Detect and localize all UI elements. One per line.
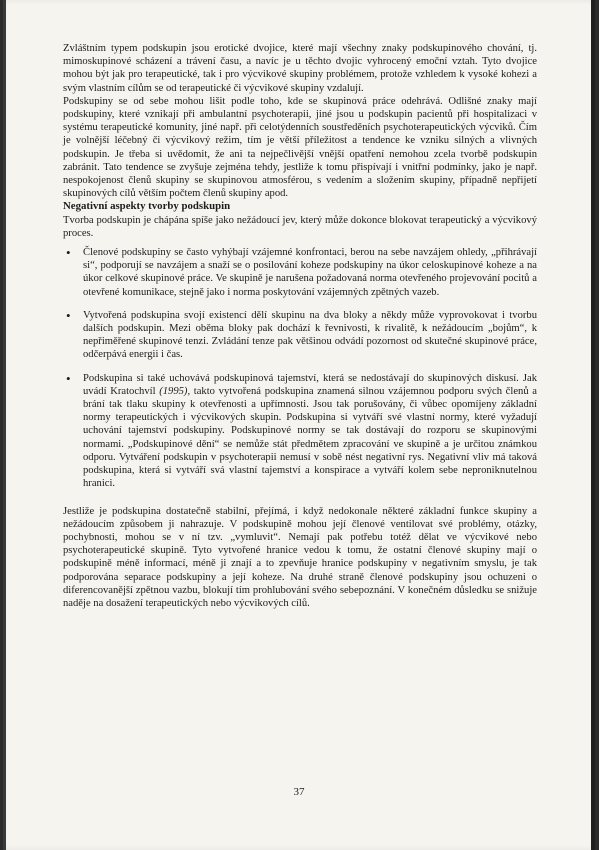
list-item <box>63 372 537 491</box>
paragraph-erotic-pairs: Zvláštním typem podskupin jsou erotické dvojice, které mají všechny znaky podskupinového chování, tj. mimoskupinové scházení a trávení času, a navíc je u těchto dvojic vyhrocený emoční vztah. Tyto dvojice mohou být jak pro terapeutické, tak i pro výcvikové skupiny problémem, protože vzhledem k vysoké kohezi a svým vlastním cílům se od terapeutické či výcvikové skupiny vzdalují. <box>63 43 537 94</box>
bullet-dot: • <box>66 307 71 323</box>
document-page <box>3 0 595 850</box>
bullet-list <box>63 246 537 490</box>
scan-edge-left <box>3 0 6 850</box>
paragraph-subgroup-differences: Podskupiny se od sebe mohou lišit podle toho, kde se skupinová práce odehrává. Odlišné znaky mají podskupiny, které vznikají při ambulantní psychoterapii, jiné jsou u podskupin pacientů při hospitalizaci v systému terapeutické komunity, jiné např. při celotýdenních soustředěních psychoterapeutických výcviků. Čím je volnější léčebný či výcvikový režim, tím je větší příležitost a tendence ke vzniku silných a vlivných podskupin. Je třeba si uvědomit, že ani ta nejpečlivější vnější opatření nemohou zcela tvorbě podskupin zabránit. Tato tendence se zvyšuje zejména tehdy, jestliže k tomu přispívají i vnitřní podmínky, jako je např. nespokojenost členů skupiny se skupinovou atmosférou, s vedením a složením skupiny, případně nepřijetí skupinových cílů větším počtem členů skupiny apod. <box>63 95 537 200</box>
bullet-dot: • <box>66 245 71 261</box>
bullet-text-before-citation: Podskupina si také uchovává podskupinová tajemství, která se nedostávají do skupinových diskusí. Jak uvádí Kratochvíl <box>83 372 537 397</box>
bullet-text-after-citation: takto vytvořená podskupina znamená silnou vzájemnou podporu svých členů a brání tak tlaku skupiny k otevřenosti a upřímnosti. Jsou tak porušovány, či vůbec opomíjeny základní normy terapeutických i výcvikových skupin. Podskupina si vytváří své vlastní normy, které vyžadují uchování tajemství podskupiny. Podskupinové normy se tak dostávají do rozporu se skupinovými normami. „Podskupinové dění“ se nemůže stát předmětem zpracování ve skupině a je určitou známkou odporu. Vytváření podskupin v psychoterapii nemusí v sobě nést negativní rys. Negativní vliv má taková podskupina, která si vytváří svá vlastní tajemství a konspirace a vytváří kolem sebe neproniknutelnou hranici. <box>83 385 537 490</box>
citation: (1995), <box>159 385 191 397</box>
bullet-text: Členové podskupiny se často vyhýbají vzájemné konfrontaci, berou na sebe navzájem ohledy, „přihrávají si“, podporují se navzájem a snaží se o posilování koheze podskupiny na úkor celoskupinové koheze a na úkor celkové skupinové práce. Ve skupině je narušena požadovaná norma otevřeného projevování pocitů a otevřené komunikace, stejně jako i norma poskytování vzájemných zpětných vazeb. <box>83 247 537 298</box>
scan-edge-right <box>591 0 595 850</box>
bullet-text: Vytvořená podskupina svojí existencí dělí skupinu na dva bloky a někdy může vyprovokovat i tvorbu dalších podskupin. Mezi oběma bloky pak dochází k řevnivosti, k rivalitě, k nežádoucím „bojům“, k nepřiměřené skupinové tenzi. Zvládání tenze pak většinou odvádí pozornost od skutečné skupinové práce, odčerpává energii i čas. <box>83 309 537 361</box>
page-content <box>63 42 537 610</box>
paragraph-stable-subgroup: Jestliže je podskupina dostatečně stabilní, přejímá, i když nedokonale některé základní funkce skupiny a nežádoucím způsobem ji nahrazuje. V podskupině mohou její členové ventilovat své problémy, otázky, pochybnosti, mohou se v ní tzv. „vymluvit“. Nemají pak potřebu totéž dělat ve výcvikové nebo psychoterapeutické skupině. Tyto vytvořené hranice vedou k tomu, že ostatní členové skupiny mají o podskupině méně informací, méně ji znají a to zpevňuje hranice podskupiny v negativním smyslu, je tak podporována separace podskupiny a její koheze. Na druhé straně členové podskupiny jsou ochuzeni o diferencovanější zpětnou vazbu, blokují tím prohlubování svého sebepoznání. V konečném důsledku se snižuje naděje na dosažení terapeutických nebo výcvikových cílů. <box>63 505 537 609</box>
bullet-dot: • <box>66 370 71 386</box>
page-number: 37 <box>293 786 305 798</box>
section-intro: Tvorba podskupin je chápána spíše jako nežádoucí jev, který může dokonce blokovat terapeutický a výcvikový proces. <box>63 214 537 239</box>
list-item <box>63 246 537 299</box>
section-heading: Negativní aspekty tvorby podskupin <box>63 200 231 213</box>
list-item <box>63 309 537 362</box>
